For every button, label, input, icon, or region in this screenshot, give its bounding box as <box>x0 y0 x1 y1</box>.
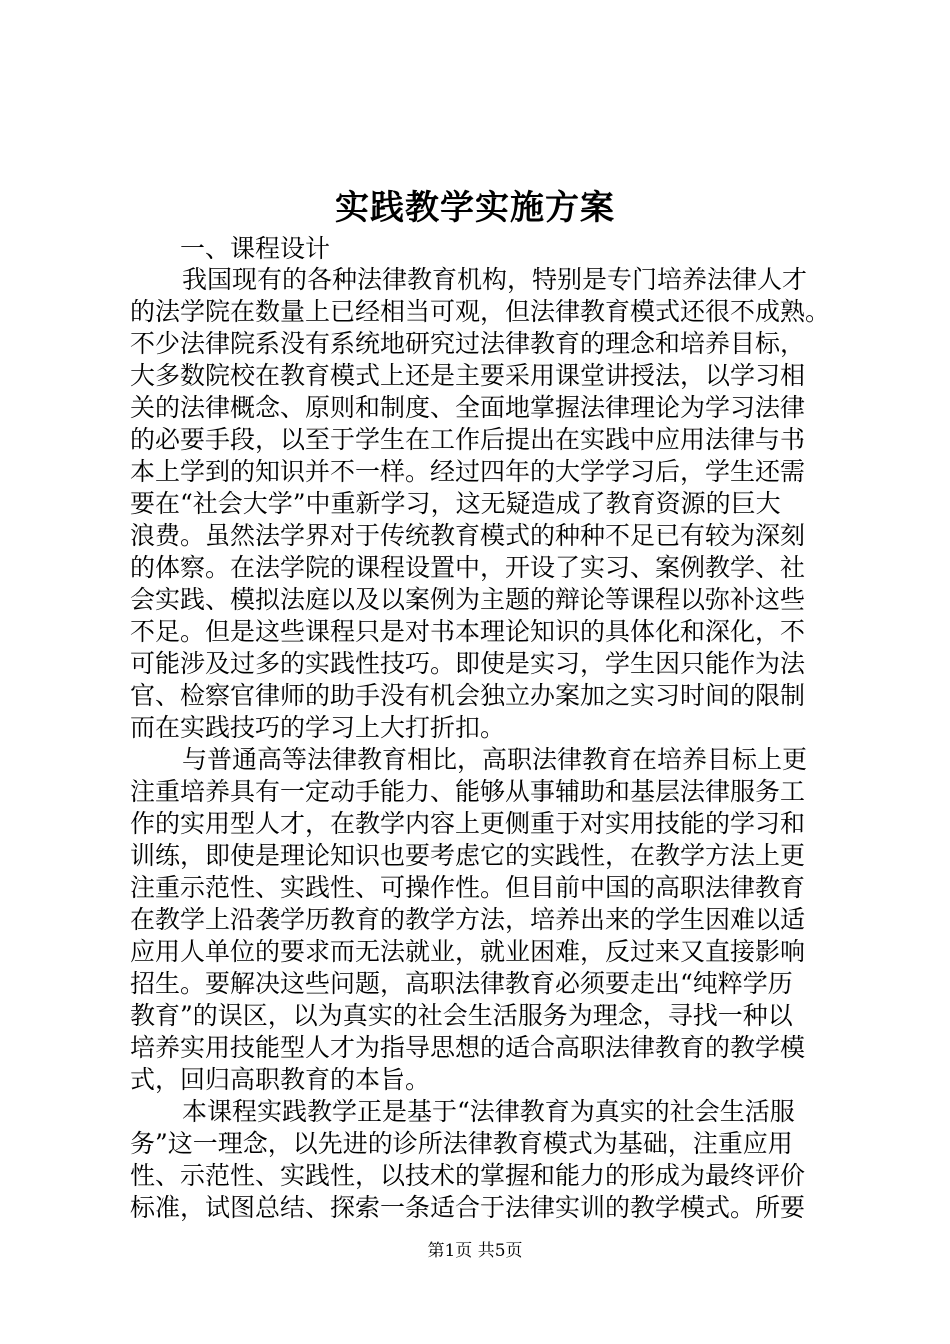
paragraph-line: 培养实用技能型人才为指导思想的适合高职法律教育的教学模 <box>130 1033 806 1062</box>
body-text <box>130 264 830 1224</box>
paragraph-line: 而在实践技巧的学习上大打折扣。 <box>130 713 506 742</box>
paragraph-line: 大多数院校在教育模式上还是主要采用课堂讲授法，以学习相 <box>130 361 806 390</box>
paragraph-line: 不足。但是这些课程只是对书本理论知识的具体化和深化，不 <box>130 617 806 646</box>
paragraph-line: 要在“社会大学”中重新学习，这无疑造成了教育资源的巨大 <box>130 489 781 518</box>
paragraph-line: 训练，即使是理论知识也要考虑它的实践性，在教学方法上更 <box>130 841 806 870</box>
paragraph-line: 务”这一理念，以先进的诊所法律教育模式为基础，注重应用 <box>130 1129 793 1158</box>
paragraph-line: 的必要手段，以至于学生在工作后提出在实践中应用法律与书 <box>130 425 806 454</box>
paragraph-line: 在教学上沿袭学历教育的教学方法，培养出来的学生因难以适 <box>130 905 806 934</box>
paragraph-line: 应用人单位的要求而无法就业，就业困难，反过来又直接影响 <box>130 937 806 966</box>
paragraph-line: 官、检察官律师的助手没有机会独立办案加之实习时间的限制 <box>130 681 806 710</box>
paragraph-line: 浪费。虽然法学界对于传统教育模式的种种不足已有较为深刻 <box>130 521 806 550</box>
paragraph-line: 招生。要解决这些问题，高职法律教育必须要走出“纯粹学历 <box>130 969 793 998</box>
paragraph-line: 教育”的误区，以为真实的社会生活服务为理念，寻找一种以 <box>130 1001 793 1030</box>
paragraph-line: 不少法律院系没有系统地研究过法律教育的理念和培养目标， <box>130 329 806 358</box>
page-number: 第1页 共5页 <box>427 1241 523 1261</box>
section-heading: 一、课程设计 <box>180 234 331 263</box>
paragraph-line: 本上学到的知识并不一样。经过四年的大学学习后，学生还需 <box>130 457 806 486</box>
paragraph-line: 注重示范性、实践性、可操作性。但目前中国的高职法律教育 <box>130 873 806 902</box>
paragraph-line: 式，回归高职教育的本旨。 <box>130 1065 431 1094</box>
paragraph-line: 注重培养具有一定动手能力、能够从事辅助和基层法律服务工 <box>130 777 806 806</box>
paragraph-line: 的法学院在数量上已经相当可观，但法律教育模式还很不成熟。 <box>130 297 831 326</box>
paragraph-line: 与普通高等法律教育相比，高职法律教育在培养目标上更 <box>182 745 808 774</box>
paragraph-line: 的体察。在法学院的课程设置中，开设了实习、案例教学、社 <box>130 553 806 582</box>
document-title: 实践教学实施方案 <box>335 188 615 228</box>
paragraph-line: 会实践、模拟法庭以及以案例为主题的辩论等课程以弥补这些 <box>130 585 806 614</box>
paragraph-line: 关的法律概念、原则和制度、全面地掌握法律理论为学习法律 <box>130 393 806 422</box>
paragraph-line: 可能涉及过多的实践性技巧。即使是实习，学生因只能作为法 <box>130 649 806 678</box>
paragraph-line: 本课程实践教学正是基于“法律教育为真实的社会生活服 <box>182 1097 795 1126</box>
paragraph-line: 作的实用型人才，在教学内容上更侧重于对实用技能的学习和 <box>130 809 806 838</box>
paragraph-line: 我国现有的各种法律教育机构，特别是专门培养法律人才 <box>182 265 808 294</box>
paragraph-line: 性、示范性、实践性，以技术的掌握和能力的形成为最终评价 <box>130 1161 806 1190</box>
paragraph-line: 标准，试图总结、探索一条适合于法律实训的教学模式。所要 <box>130 1193 806 1222</box>
